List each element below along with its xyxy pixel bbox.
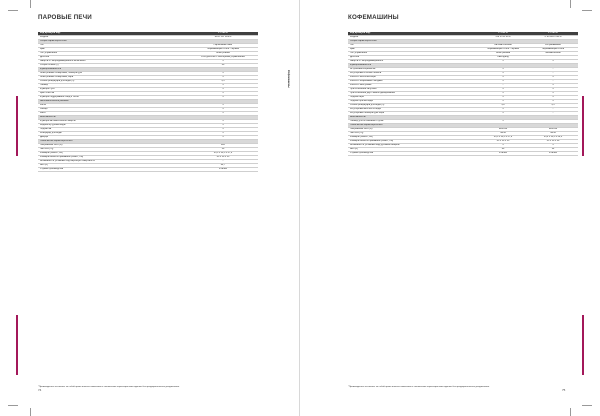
row-label: Частота (Гц) <box>348 132 478 136</box>
header-cell: Код артикула изд. <box>348 32 478 36</box>
footnote: *Производитель оставляет за собой право вносить изменения в технические характеристики изделия без предварительного уведомления. <box>38 386 180 388</box>
row-value: + <box>528 88 578 92</box>
header-cell: F 1711 R <box>478 32 528 36</box>
section-side-label: Кофемашины <box>287 70 290 88</box>
row-label: Подсветка <box>38 128 188 132</box>
accent-bar <box>582 315 584 375</box>
row-label: Работа с кофейными чалдами <box>348 80 478 84</box>
row-value: + <box>478 72 528 76</box>
row-value: 50/60 <box>478 132 528 136</box>
crop-mark <box>8 405 18 406</box>
row-value: + <box>478 96 528 100</box>
row-value: CM 176X 20 A <box>478 36 528 40</box>
row-value: 36 <box>188 64 258 68</box>
section-label: Функциональность <box>348 64 578 68</box>
row-label: Дверца <box>38 136 188 140</box>
row-value: + <box>188 136 258 140</box>
row-value: 220 <box>188 144 258 148</box>
row-value: Италия <box>478 152 528 156</box>
accent-bar <box>16 96 18 156</box>
row-label: Возможность установки над духовым шкафом <box>348 144 478 148</box>
row-value: + <box>188 120 258 124</box>
row-value: + <box>188 124 258 128</box>
row-value: + <box>478 60 528 64</box>
row-value: Электронный <box>478 52 528 56</box>
accent-bar <box>16 315 18 375</box>
row-value: 22,7 <box>188 164 258 168</box>
row-label: Напряжение сети (В) <box>38 144 188 148</box>
row-label: Приготовление двух чашек одновременно <box>348 92 478 96</box>
row-value: + <box>188 132 258 136</box>
row-label: Размеры ниши встраивания (ВхШхГ, см) <box>348 140 478 144</box>
row-label: Подача горячей воды <box>348 100 478 104</box>
section-label: Технические характеристики <box>348 124 578 128</box>
page-number: 75 <box>562 388 566 392</box>
row-value: + <box>528 144 578 148</box>
row-value: + <box>188 72 258 76</box>
row-value: + <box>188 108 258 112</box>
row-value: 1,5 <box>188 80 258 84</box>
row-label: Таймер <box>38 84 188 88</box>
row-label: Размеры ниши встраивания (ВхШхГ, см) <box>38 156 188 160</box>
row-value: + <box>528 60 578 64</box>
page-number: 74 <box>38 388 42 392</box>
row-label: Возможность установки под варочную поверхность <box>38 160 188 164</box>
crop-mark <box>570 408 571 416</box>
row-value: + <box>188 96 258 100</box>
header-cell: F 1725 R <box>528 32 578 36</box>
accent-bar <box>582 96 584 156</box>
row-label: Резервуар для воды <box>38 132 188 136</box>
row-value: + <box>478 144 528 148</box>
row-label: Страна производства <box>348 152 478 156</box>
row-label: Работа с молотым кофе <box>348 76 478 80</box>
row-label: Электронная блокировка, температура <box>38 72 188 76</box>
table-row <box>348 152 578 156</box>
table-row <box>38 168 258 172</box>
row-value: Нержавеющая сталь <box>528 48 578 52</box>
row-label: Тип <box>38 44 188 48</box>
crop-mark <box>30 0 31 8</box>
row-label: Электронная блокировка, пара <box>38 76 188 80</box>
row-label: Размеры (ВхШхГ, см) <box>38 152 188 156</box>
row-label: Цвет <box>348 48 478 52</box>
section-label: Безопасность <box>38 116 258 120</box>
crop-mark <box>30 408 31 416</box>
row-value: + <box>478 100 528 104</box>
row-value: 220/240 <box>478 128 528 132</box>
page-title: КОФЕМАШИНЫ <box>348 14 399 21</box>
row-label: Встроенная кофемолка <box>348 68 478 72</box>
row-value: + <box>528 96 578 100</box>
row-value: + <box>478 112 528 116</box>
row-label: Размеры (ВхШхГ, см) <box>348 136 478 140</box>
section-label: Функциональность <box>38 68 258 72</box>
row-value: 50/60 <box>528 132 578 136</box>
row-label: Цвет <box>38 48 188 52</box>
row-value: Светодиод <box>478 56 528 60</box>
row-label: Регулировка температуры кофе <box>348 112 478 116</box>
row-value: - <box>528 80 578 84</box>
row-value: 20 <box>478 148 528 152</box>
row-value: 45 x 56 x 55 <box>188 156 258 160</box>
row-value: Автоматическая <box>478 44 528 48</box>
row-value: + <box>188 104 258 108</box>
row-value: + <box>188 60 258 64</box>
row-value: Пароконвектомат <box>188 44 258 48</box>
row-value: + <box>528 76 578 80</box>
crop-mark <box>570 0 571 8</box>
footnote: *Производитель оставляет за собой право вносить изменения в технические характеристики изделия без предварительного уведомления. <box>348 386 490 388</box>
row-label: Цикл очистки <box>38 92 188 96</box>
row-label: Функция поддержания блюд в тепле <box>38 96 188 100</box>
row-value: + <box>188 76 258 80</box>
row-label: Индикатор уровня воды <box>38 124 188 128</box>
row-value: 45,5 x 59,5 x 47,6 <box>188 152 258 156</box>
row-value: LCD-дисплей с сенсорным управлением <box>188 56 258 60</box>
section-label: Общие характеристики <box>348 40 578 44</box>
row-label: Рыба <box>38 104 188 108</box>
row-label: Частота (Гц) <box>38 148 188 152</box>
row-value: + <box>478 108 528 112</box>
row-value: + <box>478 88 528 92</box>
row-value: MOC 167 22B A <box>188 36 258 40</box>
row-label: Функция автоматической защиты <box>38 120 188 124</box>
section-label: Технические характеристики <box>38 140 258 144</box>
row-label: Регулировка степени помола <box>348 72 478 76</box>
row-value: + <box>478 120 528 124</box>
row-value: Нержавеющая сталь / черный <box>478 48 528 52</box>
row-value: + <box>188 88 258 92</box>
row-value: 1,8 <box>478 104 528 108</box>
row-label: Защита от непреднамеренного включения <box>38 60 188 64</box>
row-value: Италия <box>528 152 578 156</box>
row-value: + <box>478 92 528 96</box>
row-label: Объем резервуара для воды (л) <box>348 104 478 108</box>
row-label: Вес (кг) <box>348 148 478 152</box>
row-label: Работа с капсулами <box>348 84 478 88</box>
row-label: Вес (кг) <box>38 164 188 168</box>
row-value: - <box>528 108 578 112</box>
row-label: Овощи <box>38 108 188 112</box>
row-value: - <box>188 160 258 164</box>
row-value: + <box>188 112 258 116</box>
row-value: + <box>188 92 258 96</box>
row-value: 220/240 <box>528 128 578 132</box>
row-value: 45 x 56 x 55 <box>478 140 528 144</box>
row-label: Тип <box>348 44 478 48</box>
row-value: 14 <box>528 148 578 152</box>
row-value: - <box>478 84 528 88</box>
row-label: Тип управления <box>348 52 478 56</box>
row-value: Нержавеющая сталь / черный <box>188 48 258 52</box>
row-value: + <box>478 80 528 84</box>
row-label: Таймер для отложенного пуска <box>348 120 478 124</box>
row-value: 35 x 56 x 30 <box>528 140 578 144</box>
row-label: Объем резервуара для воды (л) <box>38 80 188 84</box>
crop-mark <box>582 10 592 11</box>
header-cell: Код артикула изд. <box>38 32 188 36</box>
row-value: 45,5 x 59,5 x 37,9 <box>478 136 528 140</box>
row-value: - <box>528 72 578 76</box>
row-value: Италия <box>188 168 258 172</box>
page-title: ПАРОВЫЕ ПЕЧИ <box>38 14 92 21</box>
row-label: Функция Пуск <box>38 88 188 92</box>
row-value: + <box>188 84 258 88</box>
row-label: Страна производства <box>38 168 188 172</box>
row-label: Напряжение сети (В) <box>348 128 478 132</box>
crop-mark <box>582 405 592 406</box>
row-label: Регулировка жесткости воды <box>348 108 478 112</box>
section-label: Общие характеристики <box>38 40 258 44</box>
row-label: Подача пара <box>348 96 478 100</box>
row-label: Дисплей <box>348 56 478 60</box>
row-label: Модель <box>348 36 478 40</box>
row-value: + <box>478 68 528 72</box>
row-value: C M 2435 X20 A <box>528 36 578 40</box>
row-label: Защита от непреднамеренного <box>348 60 478 64</box>
row-value: - <box>528 112 578 116</box>
header-cell: F 1730 R <box>188 32 258 36</box>
section-label: Автоматические режимы <box>38 100 258 104</box>
row-value: + <box>528 92 578 96</box>
row-value: 35,2 x 59,5 x 32,4 <box>528 136 578 140</box>
row-value: + <box>188 128 258 132</box>
spec-table <box>348 32 578 156</box>
row-value: + <box>528 84 578 88</box>
row-value: Встраиваемая <box>528 44 578 48</box>
row-value: Электронное <box>188 52 258 56</box>
row-label: Модель <box>38 36 188 40</box>
row-value: - <box>528 68 578 72</box>
row-value: + <box>528 100 578 104</box>
row-label: Дисплей <box>38 56 188 60</box>
row-label: Общий объем (л) <box>38 64 188 68</box>
row-value: Механический <box>528 52 578 56</box>
row-value: 50 <box>188 148 258 152</box>
row-value: 1,5 <box>528 104 578 108</box>
row-label: Приготовление капучино <box>348 88 478 92</box>
row-value: + <box>478 76 528 80</box>
row-label: Мясо <box>38 112 188 116</box>
crop-mark <box>8 10 18 11</box>
spec-table <box>38 32 258 172</box>
section-label: Безопасность <box>348 116 578 120</box>
row-label: Тип управления <box>38 52 188 56</box>
right-page <box>300 0 600 416</box>
